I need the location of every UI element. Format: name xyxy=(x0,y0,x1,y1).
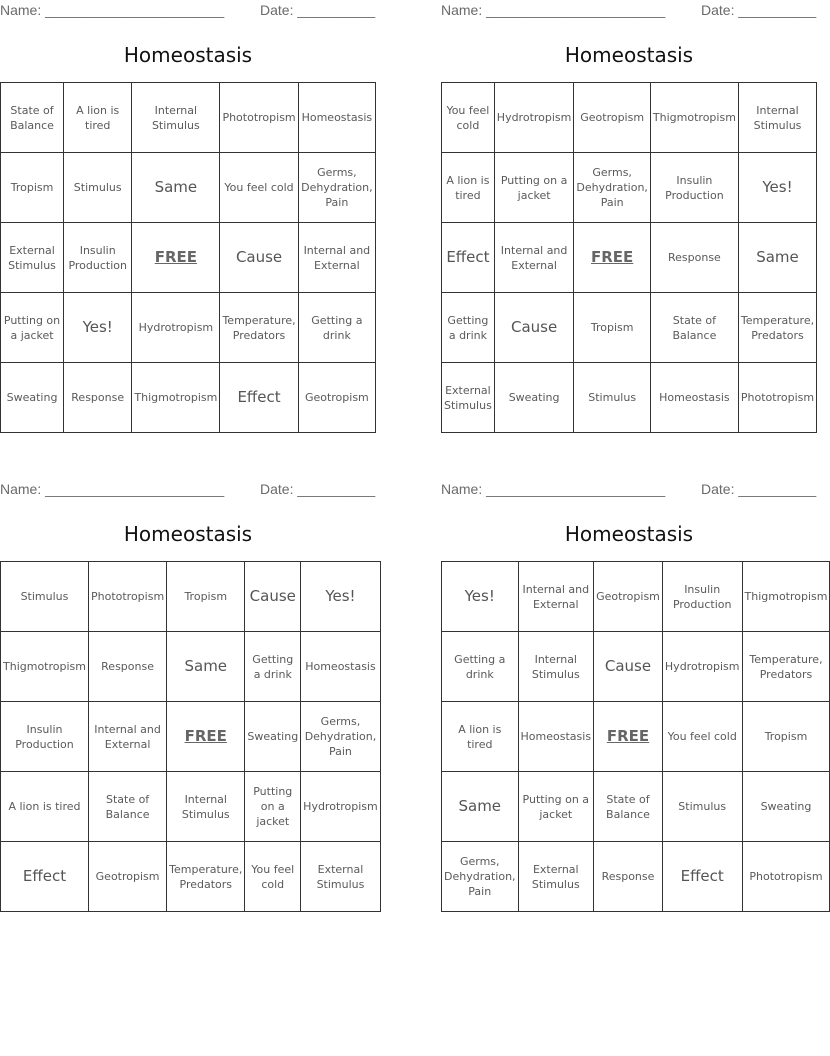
free-space: FREE xyxy=(132,223,220,293)
bingo-cell: Geotropism xyxy=(594,562,663,632)
bingo-grid xyxy=(0,82,376,433)
bingo-cell: Germs, Dehydration, Pain xyxy=(442,842,519,912)
bingo-cell: Thigmotropism xyxy=(132,363,220,433)
bingo-cell: Internal and External xyxy=(88,702,166,772)
bingo-cell: Effect xyxy=(662,842,742,912)
bingo-cell: Sweating xyxy=(1,363,64,433)
bingo-cell: External Stimulus xyxy=(1,223,64,293)
grid-row xyxy=(442,842,830,912)
bingo-cell: Putting on a jacket xyxy=(245,772,301,842)
bingo-cell: Homeostasis xyxy=(298,83,375,153)
bingo-cell: Germs, Dehydration, Pain xyxy=(574,153,651,223)
grid-row xyxy=(1,842,381,912)
bingo-cell: Homeostasis xyxy=(301,632,381,702)
free-space: FREE xyxy=(574,223,651,293)
name-date-line xyxy=(441,0,817,22)
bingo-cell: Yes! xyxy=(738,153,816,223)
bingo-cell: Insulin Production xyxy=(650,153,738,223)
bingo-cell: Internal Stimulus xyxy=(132,83,220,153)
bingo-cell: Germs, Dehydration, Pain xyxy=(298,153,375,223)
bingo-cell: Germs, Dehydration, Pain xyxy=(301,702,381,772)
bingo-cell: Effect xyxy=(220,363,298,433)
bingo-cell: Insulin Production xyxy=(64,223,132,293)
bingo-card xyxy=(441,0,817,440)
bingo-cell: Sweating xyxy=(742,772,830,842)
bingo-cell: Thigmotropism xyxy=(742,562,830,632)
bingo-cell: You feel cold xyxy=(662,702,742,772)
bingo-cell: Thigmotropism xyxy=(650,83,738,153)
grid-row xyxy=(442,363,817,433)
bingo-cell: You feel cold xyxy=(442,83,495,153)
grid-row xyxy=(1,293,376,363)
bingo-cell: Geotropism xyxy=(88,842,166,912)
bingo-cell: Response xyxy=(88,632,166,702)
bingo-cell: Yes! xyxy=(64,293,132,363)
bingo-cell: Hydrotropism xyxy=(301,772,381,842)
name-date-line xyxy=(0,0,376,22)
bingo-cell: Yes! xyxy=(301,562,381,632)
bingo-cell: Insulin Production xyxy=(1,702,89,772)
bingo-cell: Tropism xyxy=(574,293,651,363)
bingo-cell: Cause xyxy=(245,562,301,632)
bingo-cell: You feel cold xyxy=(220,153,298,223)
bingo-cell: Tropism xyxy=(1,153,64,223)
grid-row xyxy=(1,772,381,842)
name-date-line xyxy=(0,479,376,501)
bingo-cell: Stimulus xyxy=(1,562,89,632)
date-field: Date: __________ xyxy=(701,481,817,497)
grid-row xyxy=(1,83,376,153)
bingo-cell: Stimulus xyxy=(64,153,132,223)
bingo-cell: Same xyxy=(442,772,519,842)
grid-row xyxy=(442,562,830,632)
card-title: Homeostasis xyxy=(564,43,694,67)
bingo-cell: Cause xyxy=(494,293,574,363)
grid-row xyxy=(442,293,817,363)
grid-row xyxy=(442,153,817,223)
bingo-cell: Internal Stimulus xyxy=(518,632,594,702)
bingo-cell: External Stimulus xyxy=(301,842,381,912)
grid-row xyxy=(1,632,381,702)
bingo-cell: Hydrotropism xyxy=(132,293,220,363)
card-title: Homeostasis xyxy=(123,43,253,67)
bingo-cell: Response xyxy=(64,363,132,433)
bingo-cell: A lion is tired xyxy=(64,83,132,153)
bingo-cell: Internal and External xyxy=(494,223,574,293)
free-space: FREE xyxy=(167,702,245,772)
bingo-cell: Putting on a jacket xyxy=(518,772,594,842)
bingo-cell: Putting on a jacket xyxy=(1,293,64,363)
grid-row xyxy=(1,153,376,223)
grid-row xyxy=(442,83,817,153)
bingo-cell: Geotropism xyxy=(574,83,651,153)
bingo-cell: Sweating xyxy=(245,702,301,772)
bingo-cell: Tropism xyxy=(167,562,245,632)
name-field: Name: _______________________ xyxy=(0,481,225,497)
bingo-cell: Phototropism xyxy=(742,842,830,912)
bingo-cell: Sweating xyxy=(494,363,574,433)
bingo-cell: Phototropism xyxy=(220,83,298,153)
name-field: Name: _______________________ xyxy=(441,481,666,497)
bingo-cell: Same xyxy=(132,153,220,223)
name-field: Name: _______________________ xyxy=(0,2,225,18)
bingo-cell: Cause xyxy=(220,223,298,293)
card-title: Homeostasis xyxy=(123,522,253,546)
bingo-cell: Same xyxy=(167,632,245,702)
bingo-cell: State of Balance xyxy=(650,293,738,363)
bingo-cell: Temperature, Predators xyxy=(167,842,245,912)
bingo-cell: Homeostasis xyxy=(650,363,738,433)
bingo-cell: Cause xyxy=(594,632,663,702)
bingo-cell: Internal and External xyxy=(298,223,375,293)
bingo-cell: Internal and External xyxy=(518,562,594,632)
grid-row xyxy=(442,223,817,293)
bingo-cell: You feel cold xyxy=(245,842,301,912)
bingo-cell: Internal Stimulus xyxy=(167,772,245,842)
bingo-cell: Getting a drink xyxy=(298,293,375,363)
bingo-cell: Stimulus xyxy=(662,772,742,842)
date-field: Date: __________ xyxy=(260,481,376,497)
bingo-card xyxy=(0,479,376,919)
date-field: Date: __________ xyxy=(701,2,817,18)
bingo-cell: Effect xyxy=(1,842,89,912)
bingo-grid xyxy=(441,561,830,912)
bingo-cell: Effect xyxy=(442,223,495,293)
bingo-cell: State of Balance xyxy=(594,772,663,842)
bingo-card xyxy=(441,479,828,919)
bingo-cell: Geotropism xyxy=(298,363,375,433)
name-field: Name: _______________________ xyxy=(441,2,666,18)
bingo-cell: A lion is tired xyxy=(442,153,495,223)
bingo-grid xyxy=(441,82,817,433)
bingo-card xyxy=(0,0,376,440)
grid-row xyxy=(442,702,830,772)
bingo-cell: Temperature, Predators xyxy=(742,632,830,702)
free-space: FREE xyxy=(594,702,663,772)
grid-row xyxy=(1,702,381,772)
bingo-cell: State of Balance xyxy=(88,772,166,842)
bingo-cell: Hydrotropism xyxy=(662,632,742,702)
bingo-cell: Same xyxy=(738,223,816,293)
bingo-cell: State of Balance xyxy=(1,83,64,153)
bingo-cell: A lion is tired xyxy=(442,702,519,772)
grid-row xyxy=(1,363,376,433)
bingo-cell: Yes! xyxy=(442,562,519,632)
bingo-grid xyxy=(0,561,381,912)
bingo-cell: Stimulus xyxy=(574,363,651,433)
bingo-cell: Temperature, Predators xyxy=(738,293,816,363)
bingo-cell: Thigmotropism xyxy=(1,632,89,702)
grid-row xyxy=(1,562,381,632)
card-title: Homeostasis xyxy=(564,522,694,546)
bingo-cell: External Stimulus xyxy=(518,842,594,912)
grid-row xyxy=(1,223,376,293)
bingo-cell: Response xyxy=(650,223,738,293)
bingo-cell: External Stimulus xyxy=(442,363,495,433)
bingo-cell: Phototropism xyxy=(738,363,816,433)
bingo-cell: Temperature, Predators xyxy=(220,293,298,363)
date-field: Date: __________ xyxy=(260,2,376,18)
bingo-cell: Response xyxy=(594,842,663,912)
grid-row xyxy=(442,632,830,702)
bingo-cell: Getting a drink xyxy=(442,632,519,702)
bingo-cell: Getting a drink xyxy=(245,632,301,702)
grid-row xyxy=(442,772,830,842)
bingo-cell: Hydrotropism xyxy=(494,83,574,153)
bingo-cell: A lion is tired xyxy=(1,772,89,842)
bingo-cell: Putting on a jacket xyxy=(494,153,574,223)
name-date-line xyxy=(441,479,817,501)
bingo-cell: Tropism xyxy=(742,702,830,772)
bingo-cell: Insulin Production xyxy=(662,562,742,632)
bingo-cell: Phototropism xyxy=(88,562,166,632)
bingo-cell: Homeostasis xyxy=(518,702,594,772)
bingo-cell: Getting a drink xyxy=(442,293,495,363)
bingo-cell: Internal Stimulus xyxy=(738,83,816,153)
